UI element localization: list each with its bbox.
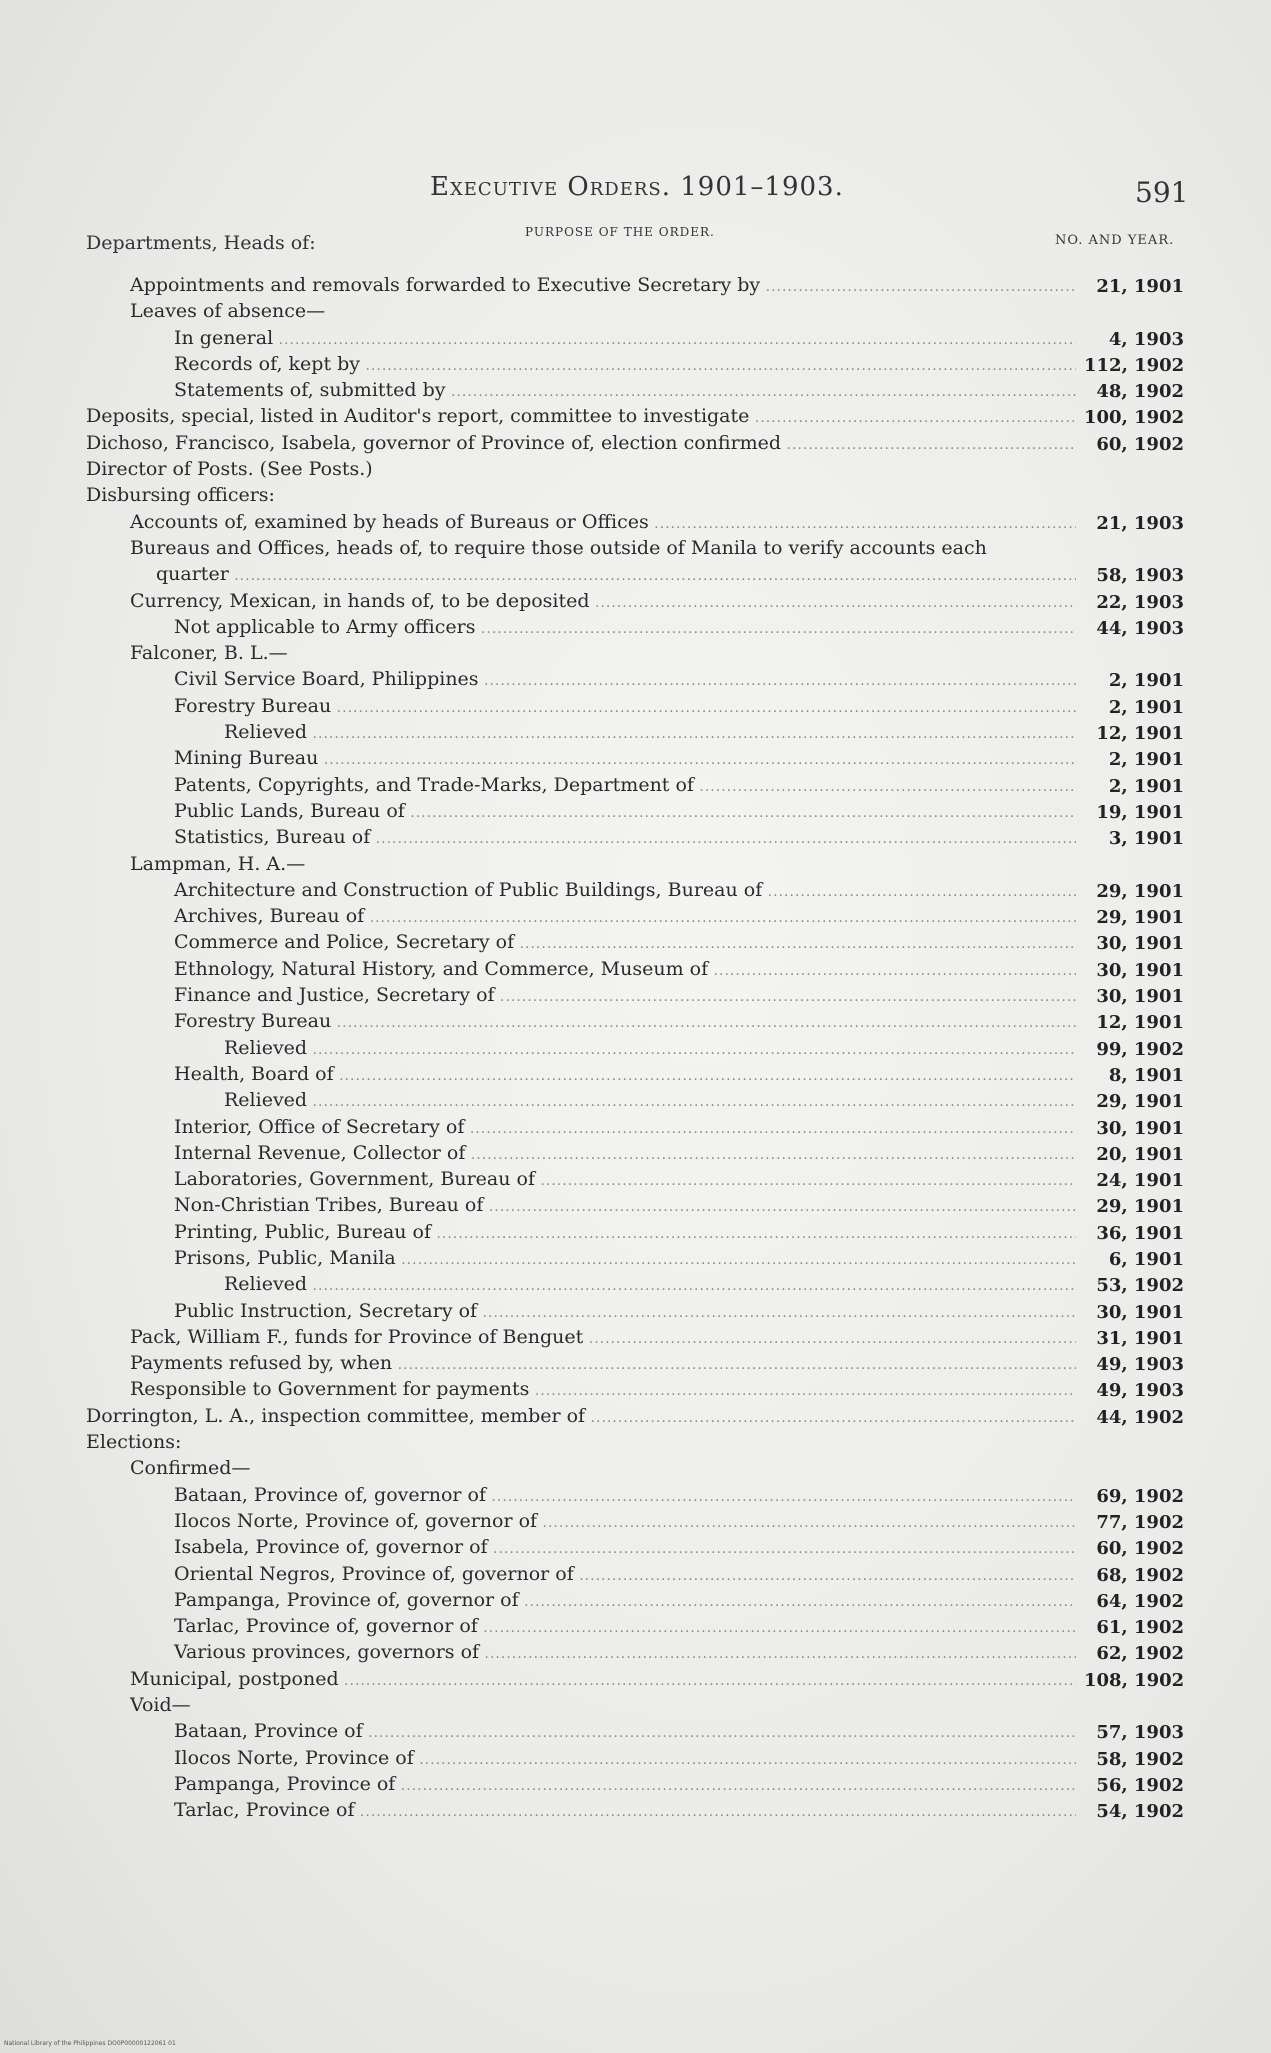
index-entry <box>86 1087 1186 1113</box>
entry-label: Finance and Justice, Secretary of ..... <box>86 982 1076 1010</box>
entry-label: Lampman, H. A.— <box>130 852 306 875</box>
index-entry <box>86 772 1186 798</box>
entry-label: Bureaus and Offices, heads of, to require those outside of Manila to verify accounts each <box>130 536 987 559</box>
index-entry <box>86 1271 1186 1297</box>
index-entry <box>86 903 1186 929</box>
index-entry <box>86 1561 1186 1587</box>
entry-label: Relieved ..... <box>86 719 1076 747</box>
index-entry <box>86 1666 1186 1692</box>
entry-label: Relieved ..... <box>86 1087 1076 1115</box>
entry-label: Falconer, B. L.— <box>130 642 288 665</box>
index-entry <box>86 1245 1186 1271</box>
entry-order-number: 44, 1902 <box>1096 1406 1184 1428</box>
index-entry <box>86 325 1186 351</box>
index-entry <box>86 1797 1186 1823</box>
entry-order-number: 2, 1901 <box>1108 670 1184 692</box>
index-entry <box>86 1455 1186 1481</box>
entry-label: Statements of, submitted by ..... <box>86 377 1076 405</box>
entry-label: Not applicable to Army officers ..... <box>86 614 1076 642</box>
index-entry <box>86 1298 1186 1324</box>
index-entry <box>86 1008 1186 1034</box>
entry-order-number: 58, 1902 <box>1096 1748 1184 1770</box>
entry-label: Ilocos Norte, Province of ..... <box>86 1745 1076 1773</box>
index-entry <box>86 298 1186 324</box>
entry-label: Pampanga, Province of ..... <box>86 1771 1076 1799</box>
entry-order-number: 12, 1901 <box>1096 1012 1184 1034</box>
index-entry <box>86 403 1186 429</box>
entry-label: Responsible to Government for payments ..... <box>86 1376 1076 1404</box>
entry-label: Commerce and Police, Secretary of ..... <box>86 929 1076 957</box>
entry-label: Dorrington, L. A., inspection committee, member of ..... <box>86 1403 1076 1431</box>
entry-label: Leaves of absence— <box>130 300 326 323</box>
index-entry <box>86 1219 1186 1245</box>
entry-label: Ilocos Norte, Province of, governor of ..... <box>86 1508 1076 1536</box>
index-entry <box>86 929 1186 955</box>
index-entries <box>86 272 1186 1824</box>
entry-order-number: 49, 1903 <box>1096 1380 1184 1402</box>
entry-label: Ethnology, Natural History, and Commerce, Museum of ..... <box>86 956 1076 984</box>
entry-order-number: 69, 1902 <box>1096 1485 1184 1507</box>
entry-label: Tarlac, Province of ..... <box>86 1797 1076 1825</box>
entry-label: Municipal, postponed ..... <box>86 1666 1076 1694</box>
entry-order-number: 112, 1902 <box>1084 354 1185 376</box>
index-entry <box>86 1534 1186 1560</box>
index-entry <box>86 877 1186 903</box>
entry-label: Isabela, Province of, governor of ..... <box>86 1534 1076 1562</box>
index-entry <box>86 456 1186 482</box>
index-entry <box>86 1140 1186 1166</box>
index-entry <box>86 482 1186 508</box>
entry-label: Mining Bureau ..... <box>86 745 1076 773</box>
entry-order-number: 56, 1902 <box>1096 1774 1184 1796</box>
entry-order-number: 54, 1902 <box>1096 1801 1184 1823</box>
entry-order-number: 29, 1901 <box>1096 907 1184 929</box>
entry-label: Oriental Negros, Province of, governor of ..... <box>86 1561 1076 1589</box>
entry-label: Various provinces, governors of ..... <box>86 1639 1076 1667</box>
index-entry <box>86 1429 1186 1455</box>
index-entry <box>86 798 1186 824</box>
entry-order-number: 4, 1903 <box>1108 328 1184 350</box>
entry-order-number: 31, 1901 <box>1096 1327 1184 1349</box>
entry-label: Void— <box>130 1694 191 1717</box>
entry-label: Director of Posts. (See Posts.) <box>86 458 373 481</box>
index-entry <box>86 561 1186 587</box>
entry-label: Patents, Copyrights, and Trade-Marks, Department of ..... <box>86 772 1076 800</box>
purpose-column-heading: PURPOSE OF THE ORDER. <box>525 225 715 239</box>
index-entry <box>86 1692 1186 1718</box>
entry-label: Pampanga, Province of, governor of ..... <box>86 1587 1076 1615</box>
entry-order-number: 48, 1902 <box>1096 381 1184 403</box>
running-head <box>0 172 1271 212</box>
index-entry <box>86 535 1186 561</box>
entry-order-number: 36, 1901 <box>1096 1222 1184 1244</box>
entry-label: Public Lands, Bureau of ..... <box>86 798 1076 826</box>
index-entry <box>86 666 1186 692</box>
entry-label: Non-Christian Tribes, Bureau of ..... <box>86 1192 1076 1220</box>
entry-order-number: 2, 1901 <box>1108 696 1184 718</box>
entry-label: Accounts of, examined by heads of Bureaus or Offices ..... <box>86 509 1076 537</box>
index-entry <box>86 640 1186 666</box>
entry-label: Disbursing officers: <box>86 484 275 507</box>
entry-order-number: 57, 1903 <box>1096 1722 1184 1744</box>
index-entry <box>86 1403 1186 1429</box>
entry-label: Interior, Office of Secretary of ..... <box>86 1114 1076 1142</box>
entry-label: In general ..... <box>86 325 1076 353</box>
entry-label: Bataan, Province of, governor of ..... <box>86 1482 1076 1510</box>
index-entry <box>86 851 1186 877</box>
index-entry <box>86 1718 1186 1744</box>
index-entry <box>86 377 1186 403</box>
index-entry <box>86 430 1186 456</box>
index-entry <box>86 1114 1186 1140</box>
entry-label: Printing, Public, Bureau of ..... <box>86 1219 1076 1247</box>
entry-label: Internal Revenue, Collector of ..... <box>86 1140 1076 1168</box>
entry-order-number: 12, 1901 <box>1096 723 1184 745</box>
entry-label: Tarlac, Province of, governor of ..... <box>86 1613 1076 1641</box>
index-entry <box>86 509 1186 535</box>
entry-order-number: 2, 1901 <box>1108 749 1184 771</box>
entry-label: Health, Board of ..... <box>86 1061 1076 1089</box>
entry-order-number: 53, 1902 <box>1096 1275 1184 1297</box>
entry-label: Relieved ..... <box>86 1271 1076 1299</box>
index-entry <box>86 1166 1186 1192</box>
entry-order-number: 30, 1901 <box>1096 1301 1184 1323</box>
entry-order-number: 44, 1903 <box>1096 617 1184 639</box>
entry-order-number: 77, 1902 <box>1096 1511 1184 1533</box>
entry-order-number: 24, 1901 <box>1096 1170 1184 1192</box>
index-entry <box>86 1376 1186 1402</box>
entry-label: Archives, Bureau of ..... <box>86 903 1076 931</box>
entry-order-number: 6, 1901 <box>1108 1248 1184 1270</box>
entry-order-number: 30, 1901 <box>1096 986 1184 1008</box>
entry-order-number: 30, 1901 <box>1096 933 1184 955</box>
index-entry <box>86 1061 1186 1087</box>
entry-order-number: 68, 1902 <box>1096 1564 1184 1586</box>
index-entry <box>86 1324 1186 1350</box>
index-entry <box>86 1771 1186 1797</box>
entry-order-number: 60, 1902 <box>1096 433 1184 455</box>
entry-order-number: 30, 1901 <box>1096 959 1184 981</box>
entry-order-number: 29, 1901 <box>1096 1196 1184 1218</box>
index-entry <box>86 982 1186 1008</box>
entry-label: Payments refused by, when ..... <box>86 1350 1076 1378</box>
entry-order-number: 30, 1901 <box>1096 1117 1184 1139</box>
entry-label: Bataan, Province of ..... <box>86 1718 1076 1746</box>
entry-order-number: 58, 1903 <box>1096 565 1184 587</box>
index-entry <box>86 588 1186 614</box>
entry-order-number: 99, 1902 <box>1096 1038 1184 1060</box>
index-entry <box>86 693 1186 719</box>
entry-order-number: 22, 1903 <box>1096 591 1184 613</box>
entry-label: Public Instruction, Secretary of ..... <box>86 1298 1076 1326</box>
index-entry <box>86 614 1186 640</box>
entry-order-number: 100, 1902 <box>1084 407 1185 429</box>
entry-order-number: 19, 1901 <box>1096 801 1184 823</box>
entry-order-number: 2, 1901 <box>1108 775 1184 797</box>
index-entry <box>86 1587 1186 1613</box>
index-entry <box>86 1639 1186 1665</box>
index-entry <box>86 745 1186 771</box>
entry-label: Deposits, special, listed in Auditor's report, committee to investigate ..... <box>86 403 1076 431</box>
entry-label: Architecture and Construction of Public Buildings, Bureau of ..... <box>86 877 1076 905</box>
entry-label: Laboratories, Government, Bureau of ..... <box>86 1166 1076 1194</box>
index-entry <box>86 1745 1186 1771</box>
page-title: Executive Orders. 1901–1903. <box>430 172 844 202</box>
entry-order-number: 8, 1901 <box>1108 1064 1184 1086</box>
first-index-heading: Departments, Heads of: <box>86 232 316 254</box>
page-number: 591 <box>1135 176 1189 209</box>
entry-order-number: 29, 1901 <box>1096 1091 1184 1113</box>
index-entry <box>86 351 1186 377</box>
entry-label: Forestry Bureau ..... <box>86 693 1076 721</box>
index-entry <box>86 956 1186 982</box>
entry-order-number: 49, 1903 <box>1096 1354 1184 1376</box>
entry-order-number: 61, 1902 <box>1096 1617 1184 1639</box>
scan-credit: National Library of the Philippines DO0P00000122061 01 <box>4 2040 176 2047</box>
entry-label: Forestry Bureau ..... <box>86 1008 1076 1036</box>
entry-label: Prisons, Public, Manila ..... <box>86 1245 1076 1273</box>
index-entry <box>86 272 1186 298</box>
entry-order-number: 21, 1903 <box>1096 512 1184 534</box>
entry-order-number: 21, 1901 <box>1096 276 1184 297</box>
entry-label: Dichoso, Francisco, Isabela, governor of Province of, election confirmed ..... <box>86 430 1076 458</box>
entry-label: Currency, Mexican, in hands of, to be deposited ..... <box>86 588 1076 616</box>
index-entry <box>86 1508 1186 1534</box>
entry-order-number: 64, 1902 <box>1096 1590 1184 1612</box>
entry-order-number: 108, 1902 <box>1084 1669 1185 1691</box>
index-entry <box>86 1035 1186 1061</box>
index-entry <box>86 1482 1186 1508</box>
index-entry <box>86 1192 1186 1218</box>
entry-order-number: 60, 1902 <box>1096 1538 1184 1560</box>
entry-order-number: 62, 1902 <box>1096 1643 1184 1665</box>
entry-label: Relieved ..... <box>86 1035 1076 1063</box>
entry-label: Confirmed— <box>130 1457 251 1480</box>
index-entry <box>86 1350 1186 1376</box>
entry-label: Elections: <box>86 1431 182 1454</box>
number-year-column-heading: NO. AND YEAR. <box>1055 233 1175 248</box>
entry-label: Civil Service Board, Philippines ..... <box>86 666 1076 694</box>
index-entry <box>86 824 1186 850</box>
index-entry <box>86 719 1186 745</box>
entry-order-number: 3, 1901 <box>1108 828 1184 850</box>
entry-label: Statistics, Bureau of ..... <box>86 824 1076 852</box>
entry-label: Pack, William F., funds for Province of Benguet ..... <box>86 1324 1076 1352</box>
entry-order-number: 29, 1901 <box>1096 880 1184 902</box>
entry-label: Records of, kept by ..... <box>86 351 1076 379</box>
entry-label: quarter ..... <box>86 561 1076 589</box>
entry-order-number: 20, 1901 <box>1096 1143 1184 1165</box>
index-entry <box>86 1613 1186 1639</box>
entry-label: Appointments and removals forwarded to Executive Secretary by ..... <box>86 272 1076 300</box>
